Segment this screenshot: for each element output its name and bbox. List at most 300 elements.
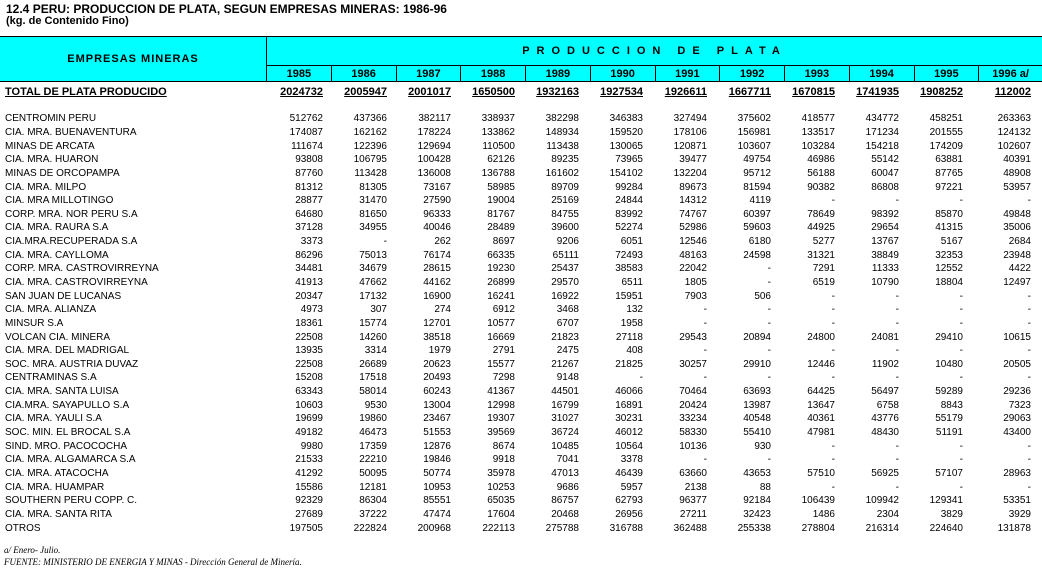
production-value: - bbox=[1027, 290, 1031, 302]
production-value: 56925 bbox=[871, 467, 899, 479]
total-value: 1932163 bbox=[536, 86, 579, 98]
company-name: CORP. MRA. NOR PERU S.A bbox=[5, 208, 138, 220]
year-header-cell: 1986 bbox=[332, 66, 397, 81]
production-value: 76174 bbox=[423, 249, 451, 261]
production-value: 200968 bbox=[417, 522, 451, 534]
production-value: 20468 bbox=[551, 508, 579, 520]
company-name: CIA. MRA. RAURA S.A bbox=[5, 222, 109, 234]
production-value: 11902 bbox=[871, 358, 899, 370]
production-value: 13004 bbox=[423, 399, 451, 411]
total-value: 1927534 bbox=[600, 86, 643, 98]
company-name: MINAS DE ORCOPAMPA bbox=[5, 167, 120, 179]
production-value: 55179 bbox=[935, 413, 963, 425]
company-name: CIA. MRA. MILPO bbox=[5, 181, 87, 193]
production-value: 44162 bbox=[423, 277, 451, 288]
company-name: CIA. MRA. SANTA LUISA bbox=[5, 386, 119, 398]
production-value: 13647 bbox=[807, 399, 835, 411]
total-value: 2001017 bbox=[408, 86, 451, 98]
production-value: 29570 bbox=[551, 277, 579, 288]
production-value: 278804 bbox=[801, 522, 835, 534]
production-value: 12497 bbox=[1003, 277, 1031, 288]
production-value: 47474 bbox=[423, 508, 451, 520]
production-value: - bbox=[703, 304, 707, 316]
production-value: 89673 bbox=[679, 181, 707, 193]
production-value: 408 bbox=[626, 345, 643, 357]
production-value: 27118 bbox=[615, 331, 643, 343]
production-value: 6519 bbox=[812, 277, 835, 288]
production-value: 24598 bbox=[743, 249, 771, 261]
total-value: 1926611 bbox=[664, 86, 707, 98]
production-value: 72493 bbox=[615, 249, 643, 261]
production-value: 418577 bbox=[801, 113, 835, 125]
production-value: 73167 bbox=[423, 181, 451, 193]
footnote: a/ Enero- Julio. bbox=[4, 545, 61, 555]
production-value: 48430 bbox=[871, 427, 899, 439]
production-value: 27590 bbox=[423, 195, 451, 207]
production-value: 9148 bbox=[556, 372, 579, 384]
production-value: 50774 bbox=[423, 467, 451, 479]
production-value: 148934 bbox=[545, 126, 579, 138]
production-value: 156981 bbox=[737, 126, 771, 138]
production-value: 22210 bbox=[359, 454, 387, 466]
production-value: 22508 bbox=[295, 358, 323, 370]
production-value: 12546 bbox=[679, 236, 707, 248]
production-value: 4422 bbox=[1008, 263, 1031, 275]
production-value: - bbox=[831, 481, 835, 493]
production-value: 70464 bbox=[679, 386, 707, 398]
production-value: 87765 bbox=[935, 167, 963, 179]
company-name: SOUTHERN PERU COPP. C. bbox=[5, 495, 138, 507]
production-value: 35978 bbox=[487, 467, 515, 479]
table-header bbox=[0, 36, 1042, 82]
production-value: - bbox=[639, 372, 643, 384]
production-value: 38518 bbox=[423, 331, 451, 343]
production-value: 55410 bbox=[743, 427, 771, 439]
production-value: - bbox=[831, 440, 835, 452]
production-value: 56188 bbox=[807, 167, 835, 179]
production-value: 15586 bbox=[295, 481, 323, 493]
production-value: 86304 bbox=[359, 495, 387, 507]
year-header-row bbox=[267, 65, 1042, 82]
production-value: 44501 bbox=[551, 386, 579, 398]
production-value: 85551 bbox=[423, 495, 451, 507]
company-name: CIA. MRA. SANTA RITA bbox=[5, 508, 112, 520]
production-value: 102607 bbox=[997, 140, 1031, 152]
production-value: 111674 bbox=[291, 140, 323, 152]
production-value: 31027 bbox=[551, 413, 579, 425]
table-row bbox=[0, 344, 1042, 358]
production-value: 99284 bbox=[615, 181, 643, 193]
production-value: 9686 bbox=[556, 481, 579, 493]
production-value: 29410 bbox=[935, 331, 963, 343]
production-value: 10603 bbox=[295, 399, 323, 411]
production-value: - bbox=[1027, 195, 1031, 207]
production-value: 40046 bbox=[423, 222, 451, 234]
production-value: 132 bbox=[626, 304, 643, 316]
company-rows bbox=[0, 112, 1042, 535]
production-value: - bbox=[1027, 345, 1031, 357]
total-value: 2024732 bbox=[280, 86, 323, 98]
production-value: 216314 bbox=[865, 522, 899, 534]
production-value: 171234 bbox=[865, 126, 899, 138]
production-value: 15577 bbox=[487, 358, 515, 370]
production-value: 29654 bbox=[871, 222, 899, 234]
production-value: - bbox=[831, 304, 835, 316]
production-value: 103284 bbox=[801, 140, 835, 152]
production-value: 63660 bbox=[679, 467, 707, 479]
production-value: 17518 bbox=[359, 372, 387, 384]
total-value: 1670815 bbox=[792, 86, 835, 98]
production-value: 21825 bbox=[615, 358, 643, 370]
production-value: 506 bbox=[754, 290, 771, 302]
production-value: - bbox=[767, 304, 771, 316]
production-value: 1979 bbox=[428, 345, 451, 357]
production-value: 174087 bbox=[289, 126, 323, 138]
production-value: 10480 bbox=[935, 358, 963, 370]
production-value: 35006 bbox=[1003, 222, 1031, 234]
production-value: 14260 bbox=[359, 331, 387, 343]
table-row bbox=[0, 494, 1042, 508]
production-value: 49182 bbox=[295, 427, 323, 439]
production-value: 59603 bbox=[743, 222, 771, 234]
production-value: 512762 bbox=[289, 113, 323, 125]
production-value: 63343 bbox=[295, 386, 323, 398]
production-value: 34679 bbox=[359, 263, 387, 275]
production-value: - bbox=[895, 304, 899, 316]
production-value: - bbox=[959, 481, 963, 493]
production-value: - bbox=[959, 372, 963, 384]
production-value: 338937 bbox=[481, 113, 515, 125]
table-row bbox=[0, 276, 1042, 290]
production-value: 7298 bbox=[492, 372, 515, 384]
table-row bbox=[0, 221, 1042, 235]
production-value: - bbox=[959, 195, 963, 207]
production-value: 22042 bbox=[679, 263, 707, 275]
production-value: 9980 bbox=[300, 440, 323, 452]
production-value: 222113 bbox=[482, 522, 515, 534]
production-value: 197505 bbox=[289, 522, 323, 534]
production-value: 2138 bbox=[684, 481, 707, 493]
production-value: 49848 bbox=[1003, 208, 1031, 220]
production-value: 51191 bbox=[935, 427, 963, 439]
total-label: TOTAL DE PLATA PRODUCIDO bbox=[5, 86, 167, 98]
company-name: CIA. MRA. CASTROVIRREYNA bbox=[5, 277, 148, 288]
production-value: - bbox=[895, 345, 899, 357]
year-header-cell: 1985 bbox=[267, 66, 332, 81]
production-value: 375602 bbox=[737, 113, 771, 125]
production-value: 32353 bbox=[935, 249, 963, 261]
production-value: 103607 bbox=[737, 140, 771, 152]
company-name: OTROS bbox=[5, 522, 41, 534]
production-value: 24800 bbox=[807, 331, 835, 343]
production-value: 73965 bbox=[615, 154, 643, 166]
production-value: 92329 bbox=[295, 495, 323, 507]
production-value: - bbox=[959, 317, 963, 329]
production-value: 13935 bbox=[295, 345, 323, 357]
production-value: - bbox=[383, 236, 387, 248]
production-value: 24081 bbox=[871, 331, 899, 343]
table-row bbox=[0, 453, 1042, 467]
production-value: 6511 bbox=[621, 277, 643, 288]
company-name: CIA.MRA.RECUPERADA S.A bbox=[5, 236, 138, 248]
production-value: - bbox=[1027, 304, 1031, 316]
production-value: 19846 bbox=[423, 454, 451, 466]
production-value: 88 bbox=[759, 481, 771, 493]
production-value: - bbox=[767, 372, 771, 384]
production-value: - bbox=[895, 195, 899, 207]
production-value: - bbox=[767, 263, 771, 275]
production-value: - bbox=[895, 440, 899, 452]
production-value: 8674 bbox=[492, 440, 515, 452]
production-value: 39569 bbox=[487, 427, 515, 439]
production-value: 57107 bbox=[935, 467, 963, 479]
production-value: 87760 bbox=[295, 167, 323, 179]
year-header-cell: 1992 bbox=[720, 66, 785, 81]
production-value: 46986 bbox=[807, 154, 835, 166]
company-name: MINSUR S.A bbox=[5, 317, 64, 329]
production-value: 48163 bbox=[679, 249, 707, 261]
production-value: - bbox=[959, 454, 963, 466]
production-value: 18804 bbox=[935, 277, 963, 288]
production-value: 9206 bbox=[556, 236, 579, 248]
production-value: 12552 bbox=[935, 263, 963, 275]
year-header-cell: 1993 bbox=[785, 66, 850, 81]
production-value: 31321 bbox=[807, 249, 835, 261]
production-value: 46439 bbox=[615, 467, 643, 479]
production-value: - bbox=[959, 304, 963, 316]
table-row bbox=[0, 317, 1042, 331]
company-name: CIA. MRA. ATACOCHA bbox=[5, 467, 109, 479]
production-value: 89709 bbox=[551, 181, 579, 193]
production-value: 131878 bbox=[997, 522, 1031, 534]
production-value: 19004 bbox=[487, 195, 515, 207]
company-name: CIA.MRA. SAYAPULLO S.A bbox=[5, 399, 130, 411]
production-value: 63693 bbox=[743, 386, 771, 398]
production-value: 178106 bbox=[673, 126, 707, 138]
year-header-cell: 1991 bbox=[656, 66, 721, 81]
production-value: 222824 bbox=[353, 522, 387, 534]
production-value: - bbox=[831, 345, 835, 357]
year-header-cell: 1988 bbox=[461, 66, 526, 81]
company-name: CIA. MRA. BUENAVENTURA bbox=[5, 126, 137, 138]
production-value: 32423 bbox=[743, 508, 771, 520]
year-header-cell: 1989 bbox=[526, 66, 591, 81]
production-value: - bbox=[831, 195, 835, 207]
table-row bbox=[0, 412, 1042, 426]
production-value: - bbox=[703, 345, 707, 357]
page-title: 12.4 PERU: PRODUCCION DE PLATA, SEGUN EMPRESAS MINERAS: 1986-96 bbox=[6, 2, 447, 16]
production-value: 10253 bbox=[487, 481, 515, 493]
production-value: 23948 bbox=[1003, 249, 1031, 261]
year-header-cell: 1995 bbox=[915, 66, 980, 81]
production-value: 33234 bbox=[679, 413, 707, 425]
production-value: 24844 bbox=[615, 195, 643, 207]
production-value: 19860 bbox=[359, 413, 387, 425]
company-name: CENTROMIN PERU bbox=[5, 113, 97, 125]
production-value: 6180 bbox=[748, 236, 771, 248]
production-value: 39600 bbox=[551, 222, 579, 234]
production-value: 3929 bbox=[1008, 508, 1031, 520]
total-value: 2005947 bbox=[344, 86, 387, 98]
total-value: 1908252 bbox=[920, 86, 963, 98]
production-value: 81767 bbox=[487, 208, 515, 220]
production-value: 133862 bbox=[481, 126, 515, 138]
production-value: 93808 bbox=[295, 154, 323, 166]
production-value: 2304 bbox=[876, 508, 899, 520]
production-value: 263363 bbox=[997, 113, 1031, 125]
production-value: 10485 bbox=[551, 440, 579, 452]
production-value: 97221 bbox=[935, 181, 963, 193]
production-value: 26689 bbox=[359, 358, 387, 370]
production-value: - bbox=[703, 317, 707, 329]
page-subtitle: (kg. de Contenido Fino) bbox=[6, 15, 129, 27]
production-value: - bbox=[831, 317, 835, 329]
production-value: - bbox=[959, 345, 963, 357]
production-value: 78649 bbox=[807, 208, 835, 220]
production-value: - bbox=[1027, 481, 1031, 493]
production-value: 12998 bbox=[487, 399, 515, 411]
production-value: 81594 bbox=[743, 181, 771, 193]
production-value: 16922 bbox=[551, 290, 579, 302]
production-value: 96377 bbox=[679, 495, 707, 507]
production-value: 106795 bbox=[353, 154, 387, 166]
production-value: 5167 bbox=[940, 236, 963, 248]
table-row bbox=[0, 398, 1042, 412]
source-note: FUENTE: MINISTERIO DE ENERGIA Y MINAS - Dirección General de Minería. bbox=[4, 557, 302, 567]
production-value: 262 bbox=[434, 236, 451, 248]
production-value: 65111 bbox=[552, 249, 579, 261]
production-value: 12876 bbox=[423, 440, 451, 452]
total-value: 112002 bbox=[994, 86, 1031, 98]
production-value: 327494 bbox=[673, 113, 707, 125]
production-value: 28877 bbox=[295, 195, 323, 207]
production-value: 48908 bbox=[1003, 167, 1031, 179]
production-value: 8697 bbox=[492, 236, 515, 248]
production-value: 13987 bbox=[743, 399, 771, 411]
production-value: 50095 bbox=[359, 467, 387, 479]
production-value: 154218 bbox=[865, 140, 899, 152]
table-row bbox=[0, 467, 1042, 481]
production-value: 100428 bbox=[417, 154, 451, 166]
company-name: CIA. MRA. CAYLLOMA bbox=[5, 249, 109, 261]
production-value: 3468 bbox=[556, 304, 579, 316]
production-value: 2475 bbox=[556, 345, 579, 357]
company-name: MINAS DE ARCATA bbox=[5, 140, 95, 152]
table-row bbox=[0, 508, 1042, 522]
production-value: 86757 bbox=[551, 495, 579, 507]
production-value: - bbox=[895, 317, 899, 329]
production-value: 81305 bbox=[359, 181, 387, 193]
production-value: 2684 bbox=[1008, 236, 1031, 248]
production-value: 85870 bbox=[935, 208, 963, 220]
production-value: 57510 bbox=[807, 467, 835, 479]
production-value: 132204 bbox=[673, 167, 707, 179]
production-value: 16900 bbox=[423, 290, 451, 302]
table-row bbox=[0, 139, 1042, 153]
production-value: 30231 bbox=[615, 413, 643, 425]
production-value: 46066 bbox=[615, 386, 643, 398]
production-value: 6707 bbox=[556, 317, 579, 329]
production-value: 27211 bbox=[679, 508, 707, 520]
production-value: 1805 bbox=[684, 277, 707, 288]
production-value: 17604 bbox=[487, 508, 515, 520]
production-value: 92184 bbox=[743, 495, 771, 507]
production-value: 21533 bbox=[295, 454, 323, 466]
production-value: 5277 bbox=[812, 236, 835, 248]
production-value: 43653 bbox=[743, 467, 771, 479]
company-name: SOC. MRA. AUSTRIA DUVAZ bbox=[5, 358, 139, 370]
production-value: 23467 bbox=[423, 413, 451, 425]
production-value: 47013 bbox=[551, 467, 579, 479]
company-name: SAN JUAN DE LUCANAS bbox=[5, 290, 122, 302]
production-value: 58014 bbox=[359, 386, 387, 398]
production-value: 40548 bbox=[743, 413, 771, 425]
production-value: 29543 bbox=[679, 331, 707, 343]
production-value: 10564 bbox=[615, 440, 643, 452]
production-value: 65035 bbox=[487, 495, 515, 507]
production-value: 51553 bbox=[423, 427, 451, 439]
production-value: 53957 bbox=[1003, 181, 1031, 193]
production-value: 129341 bbox=[929, 495, 963, 507]
company-name: CORP. MRA. CASTROVIRREYNA bbox=[5, 263, 159, 275]
production-value: - bbox=[831, 290, 835, 302]
production-value: 122396 bbox=[353, 140, 387, 152]
production-value: 34955 bbox=[359, 222, 387, 234]
production-value: 58330 bbox=[679, 427, 707, 439]
production-value: 18361 bbox=[295, 317, 323, 329]
production-value: - bbox=[895, 290, 899, 302]
production-value: 20493 bbox=[423, 372, 451, 384]
total-value: 1667711 bbox=[728, 86, 771, 98]
production-value: 154102 bbox=[609, 167, 643, 179]
production-value: 362488 bbox=[673, 522, 707, 534]
production-value: 275788 bbox=[545, 522, 579, 534]
production-value: 46473 bbox=[359, 427, 387, 439]
production-value: 11333 bbox=[871, 263, 899, 275]
production-value: 136008 bbox=[417, 167, 451, 179]
production-value: 59289 bbox=[935, 386, 963, 398]
table-row bbox=[0, 235, 1042, 249]
production-value: - bbox=[1027, 317, 1031, 329]
table-row bbox=[0, 126, 1042, 140]
table-row bbox=[0, 426, 1042, 440]
production-value: 3378 bbox=[620, 454, 643, 466]
production-value: 178224 bbox=[417, 126, 451, 138]
production-value: 113428 bbox=[354, 167, 387, 179]
production-value: 41913 bbox=[295, 277, 323, 288]
company-name: CIA. MRA. ALIANZA bbox=[5, 304, 97, 316]
company-name: CIA. MRA. HUAMPAR bbox=[5, 481, 105, 493]
production-value: 30257 bbox=[679, 358, 707, 370]
production-value: 29063 bbox=[1003, 413, 1031, 425]
production-value: 74767 bbox=[679, 208, 707, 220]
production-value: - bbox=[703, 454, 707, 466]
production-value: 40361 bbox=[807, 413, 835, 425]
production-value: - bbox=[831, 372, 835, 384]
production-value: 7041 bbox=[556, 454, 579, 466]
production-value: 129694 bbox=[417, 140, 451, 152]
production-value: 434772 bbox=[865, 113, 899, 125]
production-value: 130065 bbox=[609, 140, 643, 152]
production-value: 13767 bbox=[871, 236, 899, 248]
production-value: 40391 bbox=[1003, 154, 1031, 166]
production-value: - bbox=[895, 454, 899, 466]
company-name: VOLCAN CIA. MINERA bbox=[5, 331, 111, 343]
production-value: - bbox=[767, 345, 771, 357]
table-row bbox=[0, 330, 1042, 344]
production-value: 66335 bbox=[487, 249, 515, 261]
production-value: - bbox=[1027, 440, 1031, 452]
